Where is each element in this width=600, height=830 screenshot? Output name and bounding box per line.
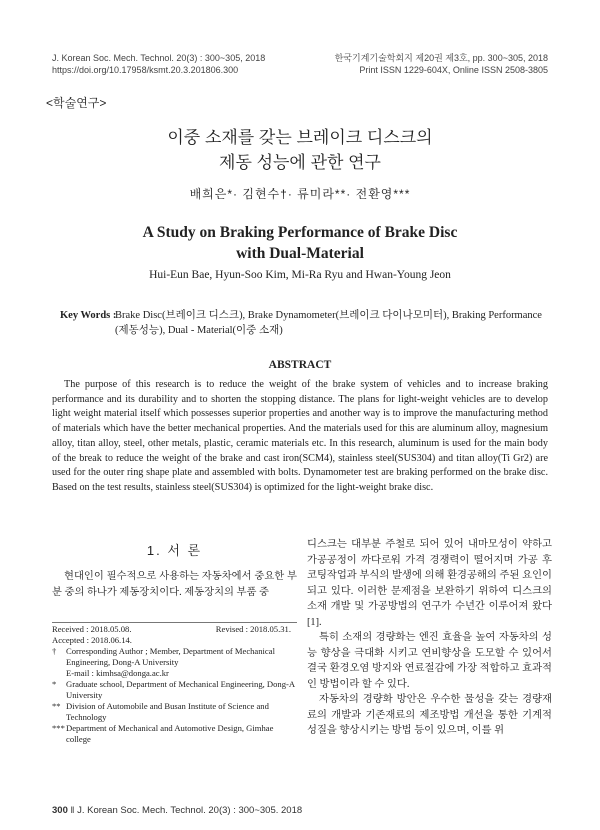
keywords-label: Key Words : [60,310,117,321]
english-title [0,222,600,264]
corresponding-text: Corresponding Author ; Member, Department of Mechanical Engineering, Dong-A University [66,646,275,667]
running-header-right [335,52,548,76]
doi-link[interactable]: https://doi.org/10.17958/ksmt.20.3.201806.300 [52,65,239,75]
english-title-line2: with Dual-Material [236,245,364,262]
footer-divider: ‖ [70,805,78,816]
received-date-row [52,624,297,635]
affiliation-text-2: Division of Automobile and Busan Institute of Science and Technology [66,701,269,722]
paragraph-1: 디스크는 대부분 주철로 되어 있어 내마모성이 약하고 가공공정이 까다로워 가격 경쟁력이 떨어지며 가공 후 코팅작업과 부식의 발생에 의해 환경공해의 주된 요인이 되고 있다. 이러한 문제점을 보완하기 위하여 디스크의 소재 개발 및 가공방법의 연구가 수년간 이루어져 왔다[1]. [307,539,552,628]
english-authors: Hui-Eun Bae, Hyun-Soo Kim, Mi-Ra Ryu and Hwan-Young Jeon [149,269,451,281]
affiliation-note-1 [52,679,297,701]
english-title-line1: A Study on Braking Performance of Brake Disc [142,224,458,241]
asterisk-mark-3: *** [52,723,65,733]
email[interactable]: E-mail : kimhsa@donga.ac.kr [66,668,169,678]
accepted-date: Accepted : 2018.06.14. [52,635,132,645]
intro-paragraph-left: 현대인이 필수적으로 사용하는 자동차에서 중요한 부분 중의 하나가 제동장치이다. 제동장치의 부품 중 [52,571,297,598]
korean-title [0,125,600,175]
korean-title-line2: 제동 성능에 관한 연구 [219,153,381,172]
korean-journal-citation: 한국기계기술학회지 제20권 제3호, pp. 300~305, 2018 [334,53,548,63]
footnote-divider [52,622,297,623]
journal-citation: J. Korean Soc. Mech. Technol. 20(3) : 300~305, 2018 [52,53,266,63]
corresponding-note [52,646,297,668]
dagger-mark: † [52,646,57,656]
paragraph-2: 특히 소재의 경량화는 엔진 효율을 높여 자동차의 성능 향상을 극대화 시키고 연비향상을 도모할 수 있어서 결국 환경오염 방지와 연료절감에 가장 적합하고 효과적인 방법이라 할 수 있다. [307,632,552,690]
page-footer [52,805,302,816]
abstract-text: The purpose of this research is to reduce the weight of the brake system of vehicles and to increase braking performance and its durability and to shorten the stopping distance. The plans for light-weight vehicles are to develop light weight material itself which possesses superior properties and another way is to improve the manufacturing method of materials which have the better mechanical properties. And the materials used for this are aluminum alloy, magnesium alloy, titan alloy, steel, other metals, plastic, ceramic materials etc. In this research, aluminum is used for the main body of the break to reduce the weight of the brake and cast iron(SCM4), stainless steel(SUS304) and titan alloy(Ti Gr2) are used for the outer ring shape plate and assembled with bolts. Dynamometer test are braking performed on the brake disc. Based on the test results, stainless steel(SUS304) is optimized for the light-weight brake disc. [52,379,548,493]
affiliation-note-2 [52,701,297,723]
intro-right-column [307,537,552,739]
section-heading-introduction: 1. 서 론 [146,543,203,558]
korean-authors: 배희은*· 김현수†· 류미라**· 전환영*** [189,187,411,201]
revised-date: Revised : 2018.05.31. [215,624,291,634]
asterisk-mark-1: * [52,679,57,689]
korean-title-line1: 이중 소재를 갖는 브레이크 디스크의 [167,128,433,147]
keywords-text: Brake Disc(브레이크 디스크), Brake Dynamometer(브레이크 다이나모미터), Braking Performance (제동성능), Dual - Material(이중 소재) [115,310,542,336]
footnotes [52,624,297,745]
asterisk-mark-2: ** [52,701,61,711]
affiliation-text-3: Department of Mechanical and Automotive Design, Gimhae college [66,723,274,744]
affiliation-note-3 [52,723,297,745]
paragraph-3: 자동차의 경량화 방안은 우수한 물성을 갖는 경량재료의 개발과 기존재료의 제조방법 개선을 통한 기계적 성질을 향상시키는 방법 등이 있으며, 이를 위 [307,694,552,736]
article-category: <학술연구> [46,96,107,110]
affiliation-text-1: Graduate school, Department of Mechanical Engineering, Dong-A University [66,679,295,700]
running-header-left [52,52,265,76]
footer-citation: J. Korean Soc. Mech. Technol. 20(3) : 300~305. 2018 [77,805,303,816]
page-number: 300 [52,805,68,816]
received-date: Received : 2018.05.08. [52,624,132,634]
issn-line: Print ISSN 1229-604X, Online ISSN 2508-3805 [359,65,548,75]
abstract-heading: ABSTRACT [268,359,332,371]
